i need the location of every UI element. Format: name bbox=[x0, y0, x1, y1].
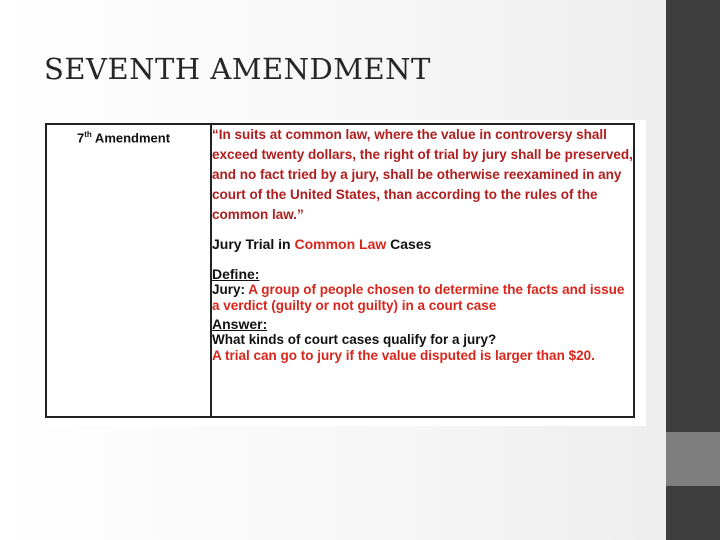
amendment-content-cell bbox=[211, 124, 634, 417]
table-row bbox=[46, 124, 634, 417]
right-sidebar-block bbox=[666, 432, 720, 486]
heading-suffix: Cases bbox=[386, 236, 432, 252]
slide-title: SEVENTH AMENDMENT bbox=[44, 52, 431, 86]
amendment-label-cell bbox=[46, 124, 211, 417]
amendment-superscript: th bbox=[84, 130, 92, 139]
answer-label: Answer: bbox=[212, 316, 268, 332]
heading-highlight: Common Law bbox=[294, 236, 387, 252]
jury-term: Jury bbox=[212, 282, 241, 297]
heading-prefix: Jury Trial in bbox=[212, 236, 295, 252]
define-label: Define: bbox=[212, 266, 260, 282]
amendment-table bbox=[45, 123, 635, 418]
jury-definition-text: A group of people chosen to determine the facts and issue a verdict (guilty or not guilty) in a court case bbox=[212, 282, 625, 313]
answer-text: A trial can go to jury if the value disputed is larger than $20. bbox=[212, 348, 595, 363]
amendment-number: 7 bbox=[77, 130, 85, 146]
section-heading bbox=[212, 236, 633, 252]
amendment-label bbox=[47, 125, 210, 145]
amendment-word: Amendment bbox=[91, 130, 171, 146]
amendment-table-image bbox=[44, 120, 646, 426]
question-text: What kinds of court cases qualify for a jury? bbox=[212, 332, 497, 347]
jury-colon: : bbox=[240, 282, 249, 297]
jury-definition bbox=[212, 282, 633, 314]
amendment-quote: “In suits at common law, where the value in controversy shall exceed twenty dollars, the right of trial by jury shall be preserved, and no fact tried by a jury, shall be otherwise reexamined in any court of the United States, than according to the rules of the common law.” bbox=[212, 127, 633, 222]
